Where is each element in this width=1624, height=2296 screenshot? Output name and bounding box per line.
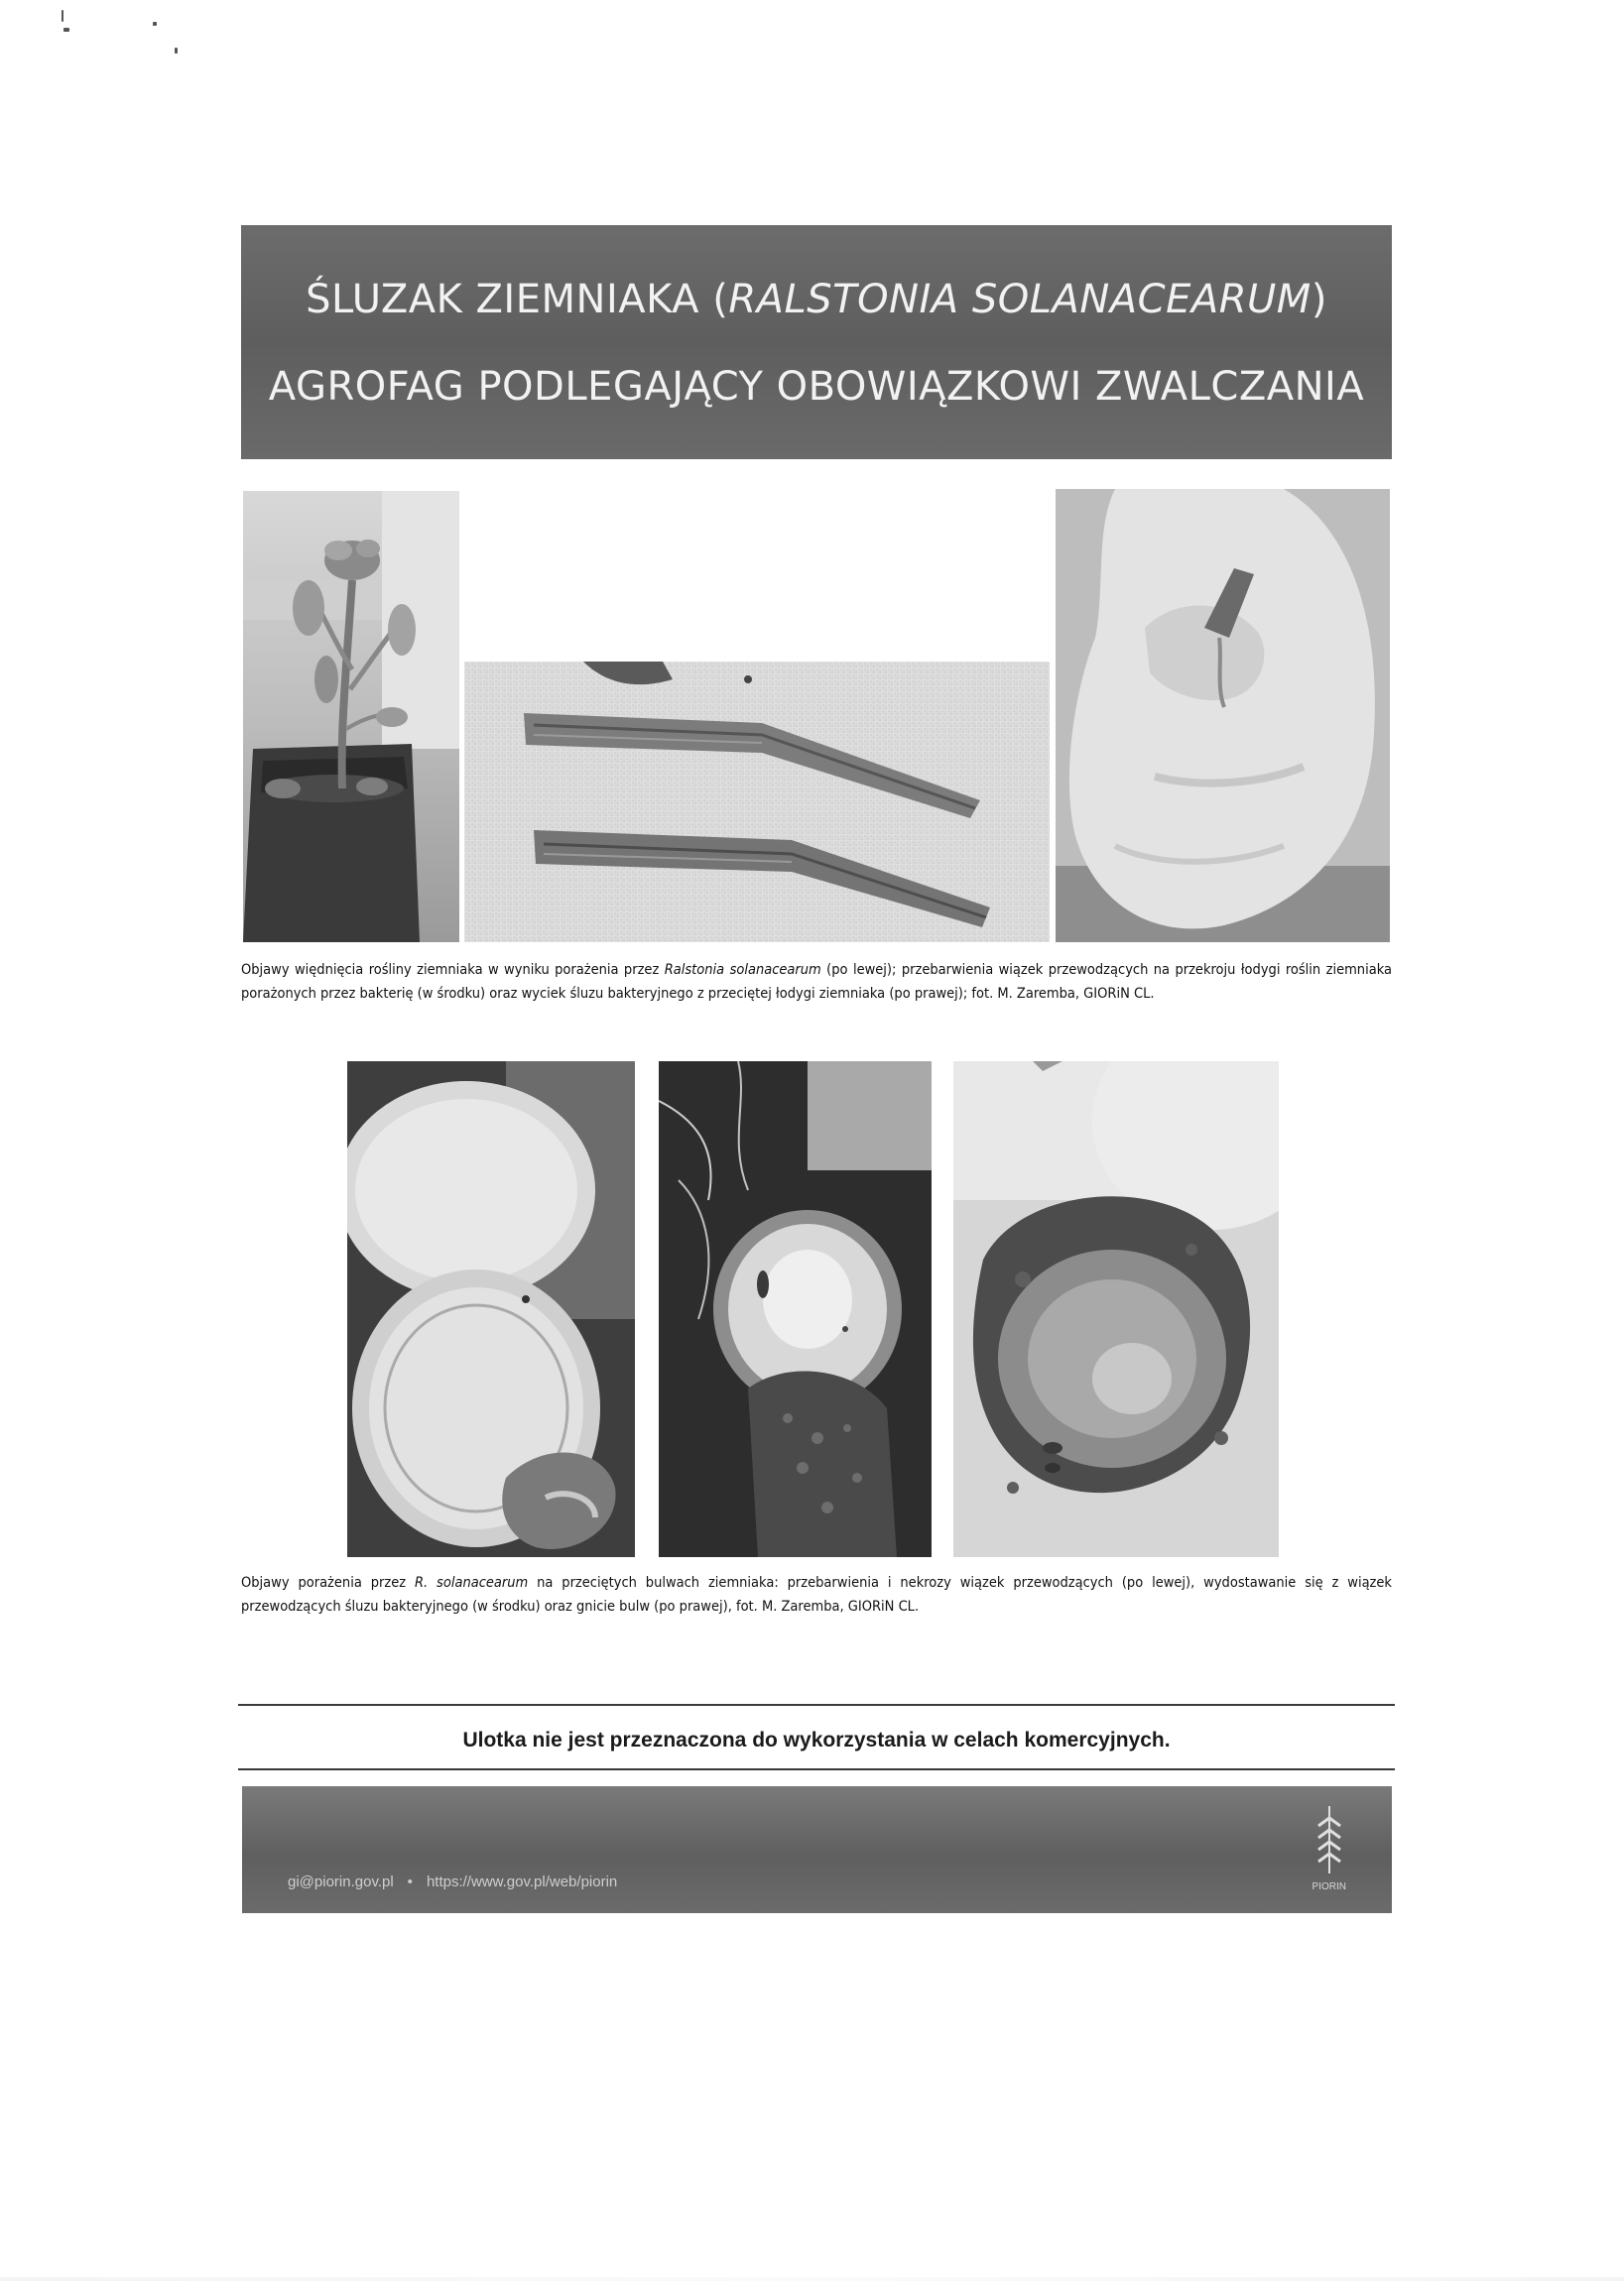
scan-speck xyxy=(153,22,157,26)
caption-plant-symptoms: Objawy więdnięcia rośliny ziemniaka w wyniku porażenia przez Ralstonia solanacearum (po lewej); przebarwienia wiązek przewodzących na przekroju łodygi roślin ziemniaka porażonych przez bakterię (w środku) oraz wyciek śluzu bakteryjnego z przeciętej łodygi ziemniaka (po prawej); fot. M. Zaremba, GIORiN CL. xyxy=(241,962,1392,1002)
scan-speck xyxy=(175,48,178,54)
photo-wilted-plant xyxy=(243,491,459,942)
divider-bottom xyxy=(238,1768,1395,1770)
footer-url-link[interactable]: https://www.gov.pl/web/piorin xyxy=(426,1873,618,1890)
caption-latin-name: R. solanacearum xyxy=(414,1575,529,1591)
non-commercial-notice: Ulotka nie jest przeznaczona do wykorzystania w celach komercyjnych. xyxy=(462,1729,1171,1752)
caption-tuber-symptoms: Objawy porażenia przez R. solanacearum na przeciętych bulwach ziemniaka: przebarwienia i nekrozy wiązek przewodzących (po lewej), wydostawanie się z wiązek przewodzących śluzu bakteryjnego (w środku) oraz gnicie bulw (po prawej), fot. M. Zaremba, GIORiN CL. xyxy=(241,1575,1392,1615)
photo-tuber-discoloration xyxy=(347,1061,635,1557)
scan-speck xyxy=(62,10,63,22)
piorin-logo-icon xyxy=(1312,1804,1346,1875)
photo-tuber-bacterial-ooze xyxy=(659,1061,932,1557)
photo-tuber-rot xyxy=(953,1061,1279,1557)
header-banner xyxy=(241,225,1392,459)
caption-latin-name: Ralstonia solanacearum xyxy=(664,962,821,978)
divider-top xyxy=(238,1704,1395,1706)
photo-bacterial-ooze xyxy=(1056,489,1390,942)
title-latin-name: RALSTONIA SOLANACEARUM xyxy=(728,277,1312,322)
footer-email-link[interactable]: gi@piorin.gov.pl xyxy=(288,1873,394,1890)
footer-separator: • xyxy=(407,1873,413,1890)
scan-edge xyxy=(0,2277,1624,2281)
scan-speck xyxy=(63,28,69,32)
page-subtitle: AGROFAG PODLEGAJĄCY OBOWIĄZKOWI ZWALCZANIA xyxy=(268,364,1365,410)
footer-contact xyxy=(288,1873,617,1890)
page-title: ŚLUZAK ZIEMNIAKA (RALSTONIA SOLANACEARUM) xyxy=(306,277,1327,322)
footer-logo-text: PIORIN xyxy=(1312,1881,1346,1892)
footer-bar xyxy=(242,1786,1392,1913)
photo-stem-cross-section xyxy=(464,662,1050,942)
